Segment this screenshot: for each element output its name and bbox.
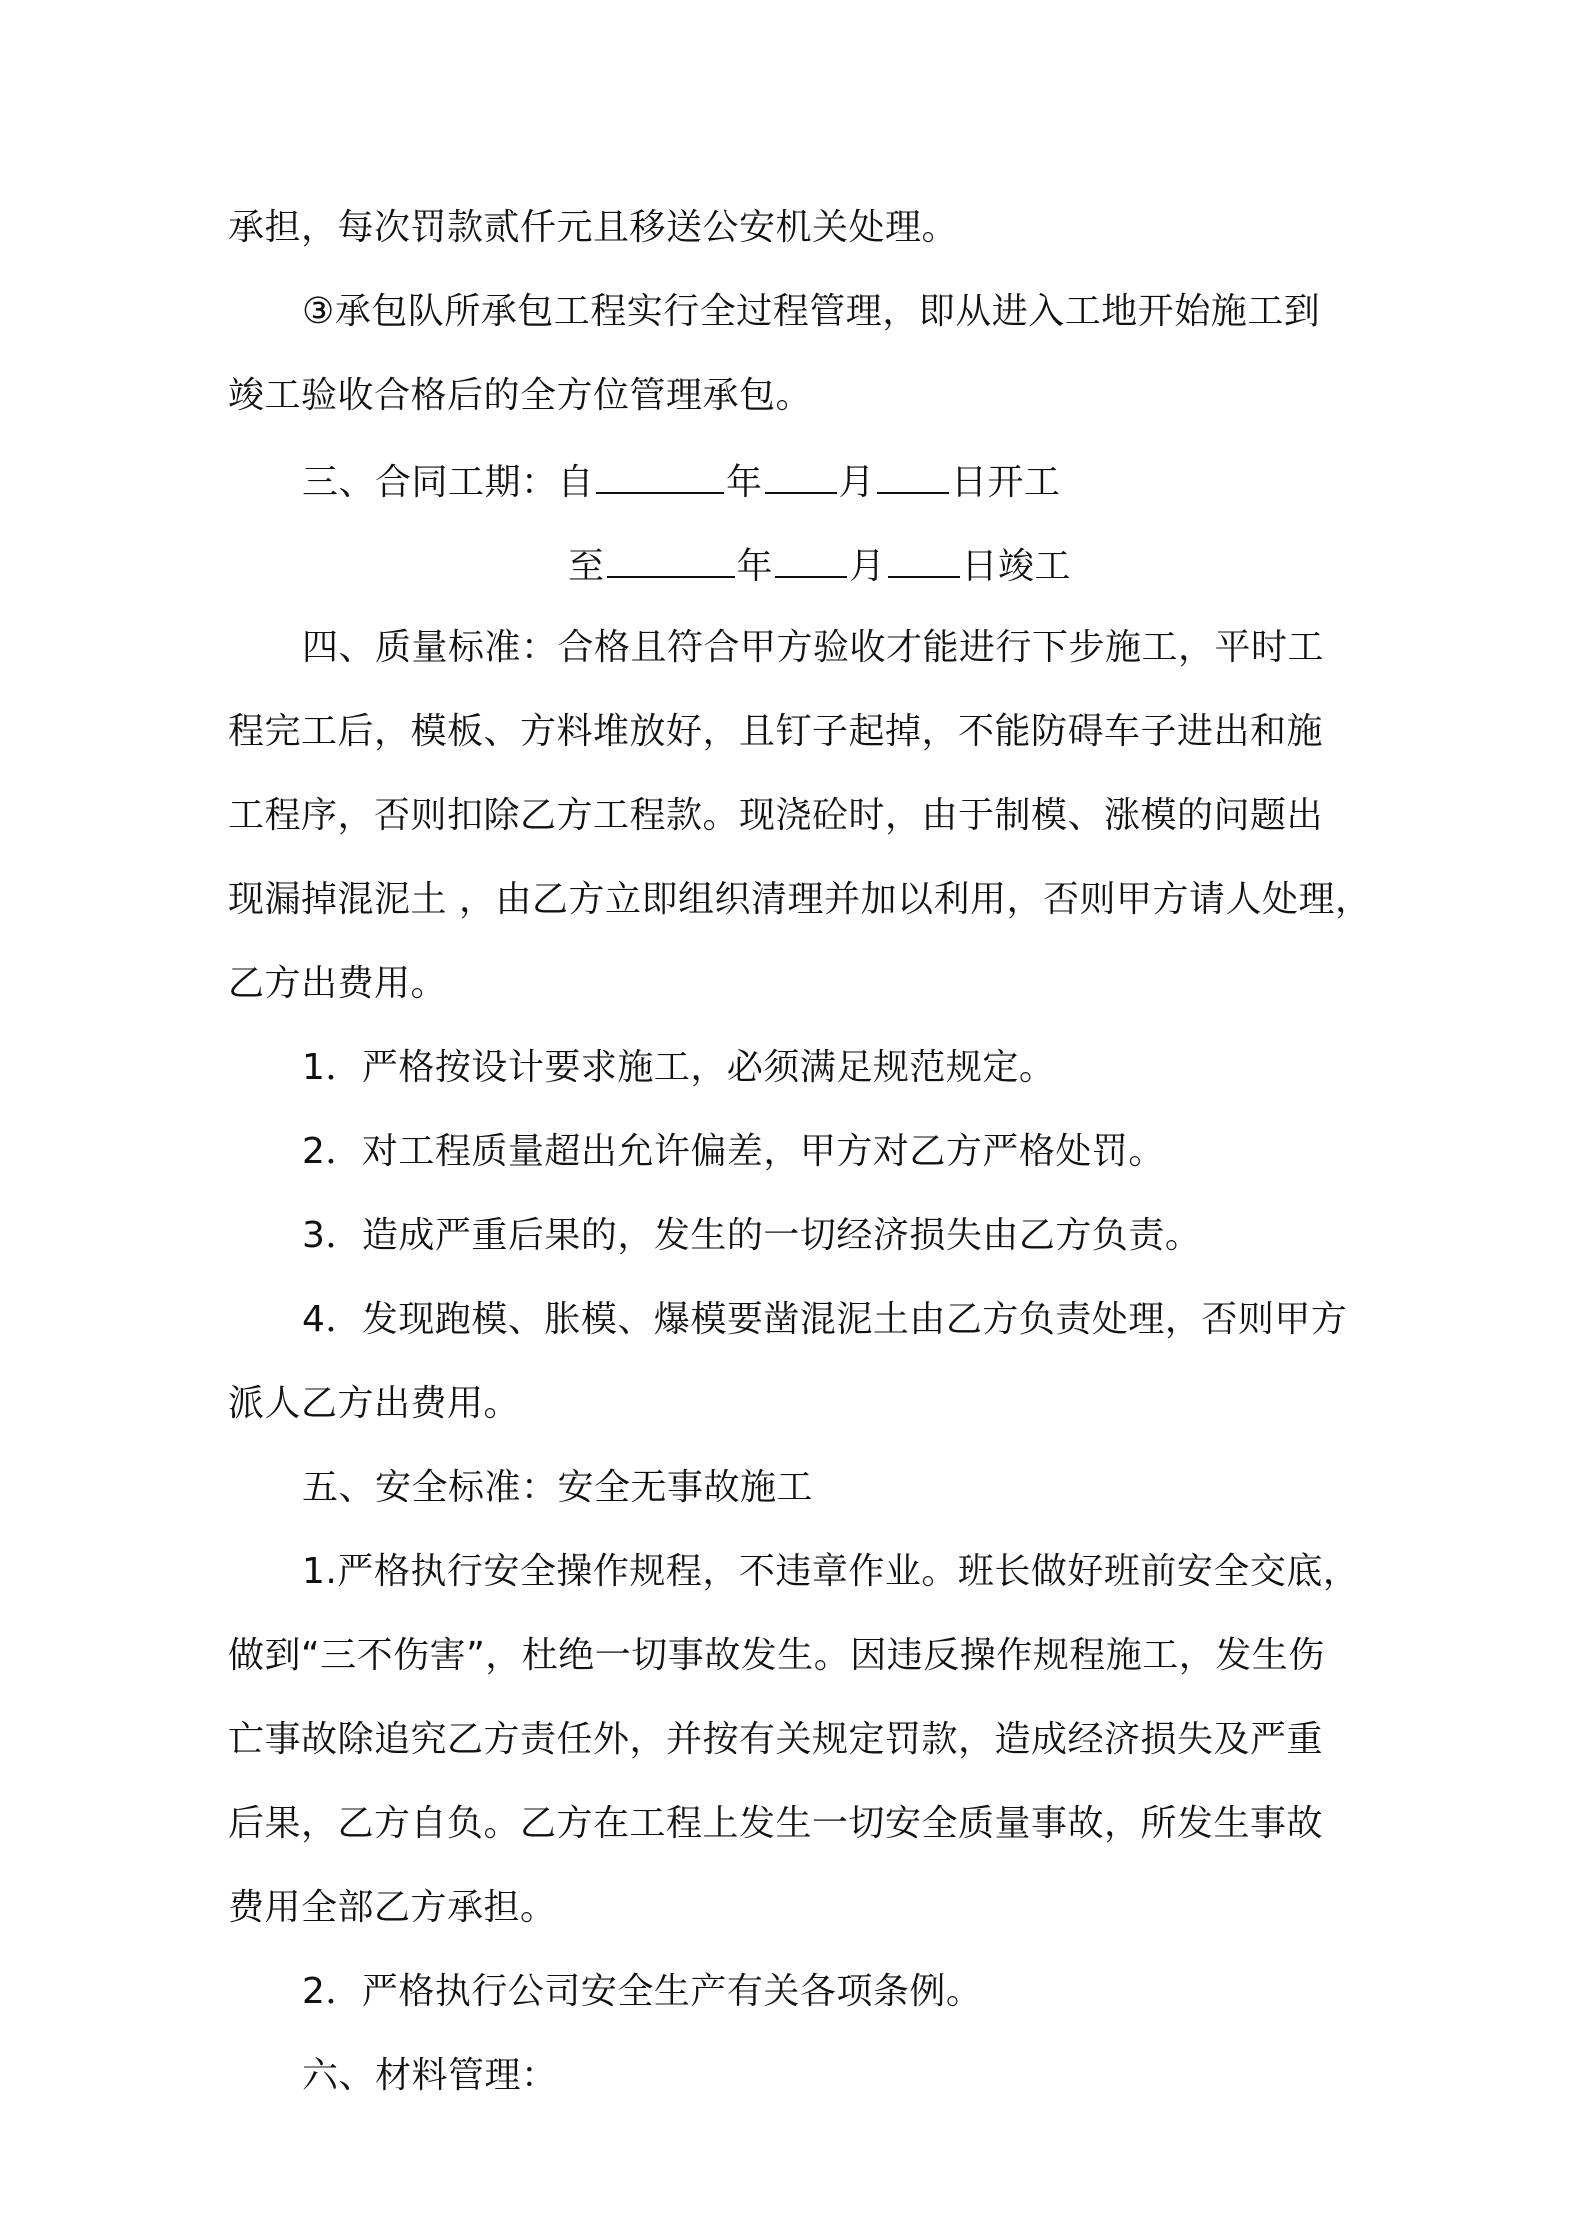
- start-year-blank: [596, 456, 724, 494]
- month-label: 月: [838, 462, 876, 503]
- start-month-blank: [765, 456, 837, 494]
- text-line: 派人乙方出费用。: [228, 1383, 521, 1424]
- text-line: 做到“三不伤害”，杜绝一切事故发生。因违反操作规程施工，发生伤: [228, 1635, 1325, 1676]
- text-line: 竣工验收合格后的全方位管理承包。: [228, 375, 813, 416]
- text-line: 1．严格按设计要求施工，必须满足规范规定。: [302, 1047, 1056, 1088]
- text-line: 1.严格执行安全操作规程，不违章作业。班长做好班前安全交底，: [302, 1551, 1360, 1592]
- end-day-blank: [888, 540, 960, 578]
- text-line: 2．严格执行公司安全生产有关各项条例。: [302, 1971, 983, 2012]
- text-line: 程完工后，模板、方料堆放好，且钉子起掉，不能防碍车子进出和施: [228, 711, 1324, 752]
- year-label: 年: [726, 462, 763, 503]
- text-line: 4．发现跑模、胀模、爆模要凿混泥土由乙方负责处理，否则甲方: [302, 1299, 1348, 1340]
- start-suffix: 日开工: [951, 462, 1061, 503]
- text-line: 后果，乙方自负。乙方在工程上发生一切安全质量事故，所发生事故: [228, 1803, 1324, 1844]
- section-heading: 六、材料管理：: [302, 2055, 558, 2096]
- section-heading: 五、安全标准：安全无事故施工: [302, 1467, 814, 1508]
- contract-period-end: [568, 540, 1580, 588]
- end-suffix: 日竣工: [961, 546, 1072, 587]
- text-line: 现漏掉混泥土 ，由乙方立即组织清理并加以利用，否则甲方请人处理，: [228, 879, 1372, 920]
- start-day-blank: [877, 456, 949, 494]
- text-line: 亡事故除追究乙方责任外，并按有关规定罚款，造成经济损失及严重: [228, 1719, 1324, 1760]
- text-line: 3．造成严重后果的，发生的一切经济损失由乙方负责。: [302, 1215, 1202, 1256]
- period-to: 至: [568, 546, 605, 587]
- contract-period-start: [302, 456, 1442, 504]
- text-line: 工程序，否则扣除乙方工程款。现浇砼时，由于制模、涨模的问题出: [228, 795, 1324, 836]
- period-prefix: 三、合同工期：自: [302, 462, 595, 503]
- text-line: 承担，每次罚款贰仟元且移送公安机关处理。: [228, 207, 959, 248]
- end-month-blank: [775, 540, 847, 578]
- year-label: 年: [736, 546, 774, 587]
- month-label: 月: [849, 546, 886, 587]
- text-line: 2．对工程质量超出允许偏差，甲方对乙方严格处罚。: [302, 1131, 1165, 1172]
- end-year-blank: [607, 540, 735, 578]
- text-line: 乙方出费用。: [228, 963, 448, 1004]
- text-line: 费用全部乙方承担。: [228, 1887, 557, 1928]
- text-line: 四、质量标准：合格且符合甲方验收才能进行下步施工，平时工: [302, 627, 1325, 668]
- text-line: ③承包队所承包工程实行全过程管理，即从进入工地开始施工到: [302, 291, 1321, 332]
